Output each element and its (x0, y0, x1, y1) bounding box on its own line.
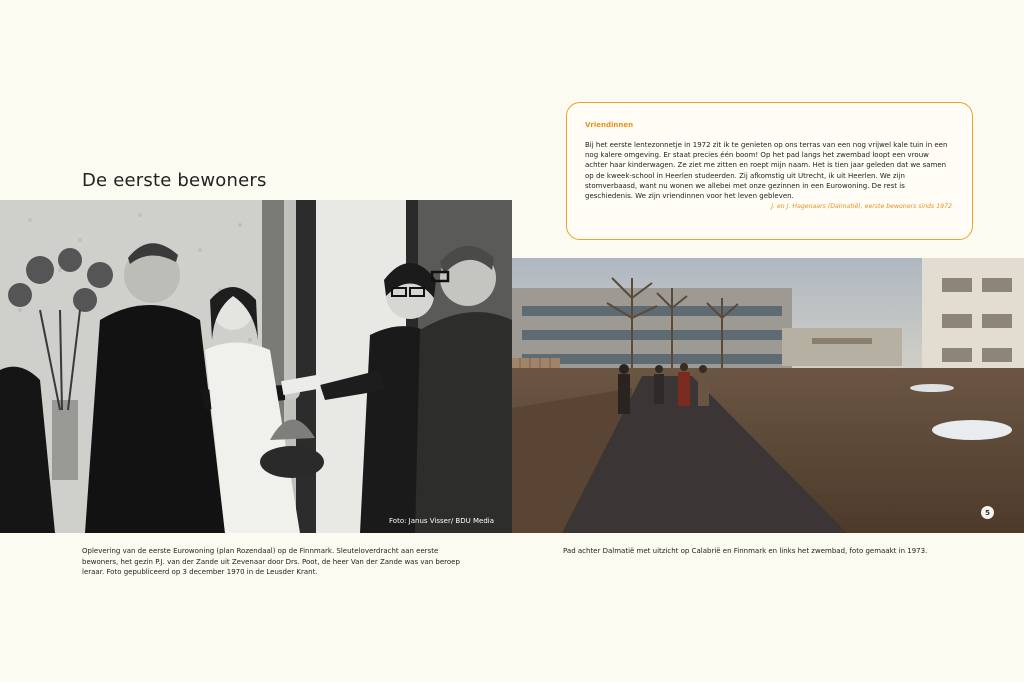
path-photo-illustration (512, 258, 1024, 533)
photo-credit: Foto: Janus Visser/ BDU Media (389, 517, 494, 525)
page-title: De eerste bewoners (82, 170, 267, 192)
quote-attribution: J. en J. Hagenaars (Dalmatië), eerste bewoners sinds 1972 (771, 203, 952, 211)
page-number: 5 (981, 506, 994, 519)
left-photo-caption: Oplevering van de eerste Eurowoning (plan Rozendaal) op de Finnmark. Sleuteloverdracht aan eerste bewoners, het gezin P.J. van der Zande uit Zevenaar door Drs. Poot, de heer Van der Zande was van beroep leraar. Foto gepubliceerd op 3 december 1970 in de Leusder Krant. (82, 547, 460, 576)
quote-text: Bij het eerste lentezonnetje in 1972 zit ik te genieten op ons terras van een nog vrijwel kale tuin in een nog kalere omgeving. Er staat precies één boom! Op het pad langs het zwembad loopt een vrouw achter haar kinderwagen. Ze ziet me zitten en roept mijn naam. Het is tien jaar geleden dat we samen op de kweek-school in Heerlen studeerden. Zij afkomstig uit Utrecht, ik uit Heerlen. We zijn stomverbaasd, want nu wonen we allebei met onze gezinnen in een Eurowoning. De rest is geschiedenis. We zijn vriendinnen voor het leven gebleven. (585, 141, 948, 201)
quote-title: Vriendinnen (585, 121, 634, 129)
quote-box (566, 102, 973, 240)
path-photo (512, 258, 1024, 533)
right-photo-caption: Pad achter Dalmatië met uitzicht op Calabrië en Finnmark en links het zwembad, foto gemaakt in 1973. (563, 547, 928, 555)
handover-photo-illustration (0, 200, 512, 533)
handover-photo (0, 200, 512, 533)
